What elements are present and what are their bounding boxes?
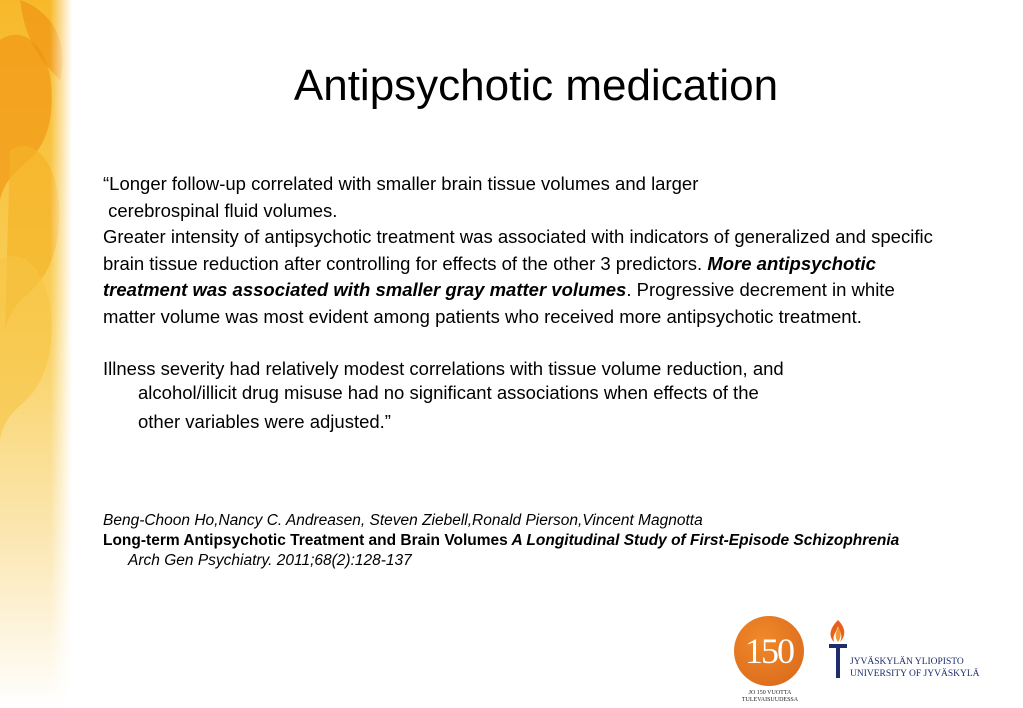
quote-line: Illness severity had relatively modest correlations with tissue volume reduction, and	[103, 357, 784, 379]
quote-paragraph	[103, 357, 943, 439]
quote-paragraph	[103, 224, 943, 330]
quote-line: alcohol/illicit drug misuse had no significant associations when effects of the	[138, 381, 759, 403]
reference-subtitle: A Longitudinal Study of First-Episode Schizophrenia	[507, 532, 900, 549]
reference-authors: Beng-Choon Ho,Nancy C. Andreasen, Steven Ziebell,Ronald Pierson,Vincent Magnotta	[103, 512, 703, 529]
reference-title: Long-term Antipsychotic Treatment and Brain Volumes	[103, 532, 508, 549]
quote-line: other variables were adjusted.”	[138, 410, 391, 432]
reference-citation	[103, 531, 923, 571]
anniversary-number: 150	[745, 631, 793, 671]
quote-line: “Longer follow-up correlated with smaller brain tissue volumes and larger	[103, 173, 699, 194]
anniversary-caption	[728, 690, 812, 704]
anniversary-logo	[728, 612, 812, 704]
university-name	[850, 656, 979, 680]
decorative-side-banner	[0, 0, 72, 708]
quote-emphasis: More antipsychotic treatment was associated with smaller gray matter volumes	[103, 252, 876, 301]
torch-icon	[826, 618, 850, 680]
university-logo	[826, 618, 1006, 688]
slide-title: Antipsychotic medication	[293, 61, 779, 110]
anniversary-caption-line: JO 150 VUOTTA	[748, 690, 792, 696]
quote-block	[103, 171, 943, 439]
university-name-en: UNIVERSITY OF JYVÄSKYLÄ	[850, 669, 980, 679]
reference-block	[103, 511, 923, 571]
university-name-fi: JYVÄSKYLÄN YLIOPISTO	[850, 657, 964, 667]
reference-journal: Arch Gen Psychiatry. 2011;68(2):128-137	[120, 552, 412, 569]
anniversary-caption-line: TULEVAISUUDESSA	[741, 697, 799, 703]
quote-line: cerebrospinal fluid volumes.	[103, 199, 338, 221]
quote-text: Greater intensity of antipsychotic treatment was associated with indicators of generalized and specific brain tissue reduction after controlling for effects of the other 3 predictors.	[103, 226, 933, 274]
quote-text: . Progressive decrement in white matter volume was most evident among patients who received more antipsychotic treatment.	[103, 279, 895, 327]
anniversary-circle	[734, 616, 804, 686]
